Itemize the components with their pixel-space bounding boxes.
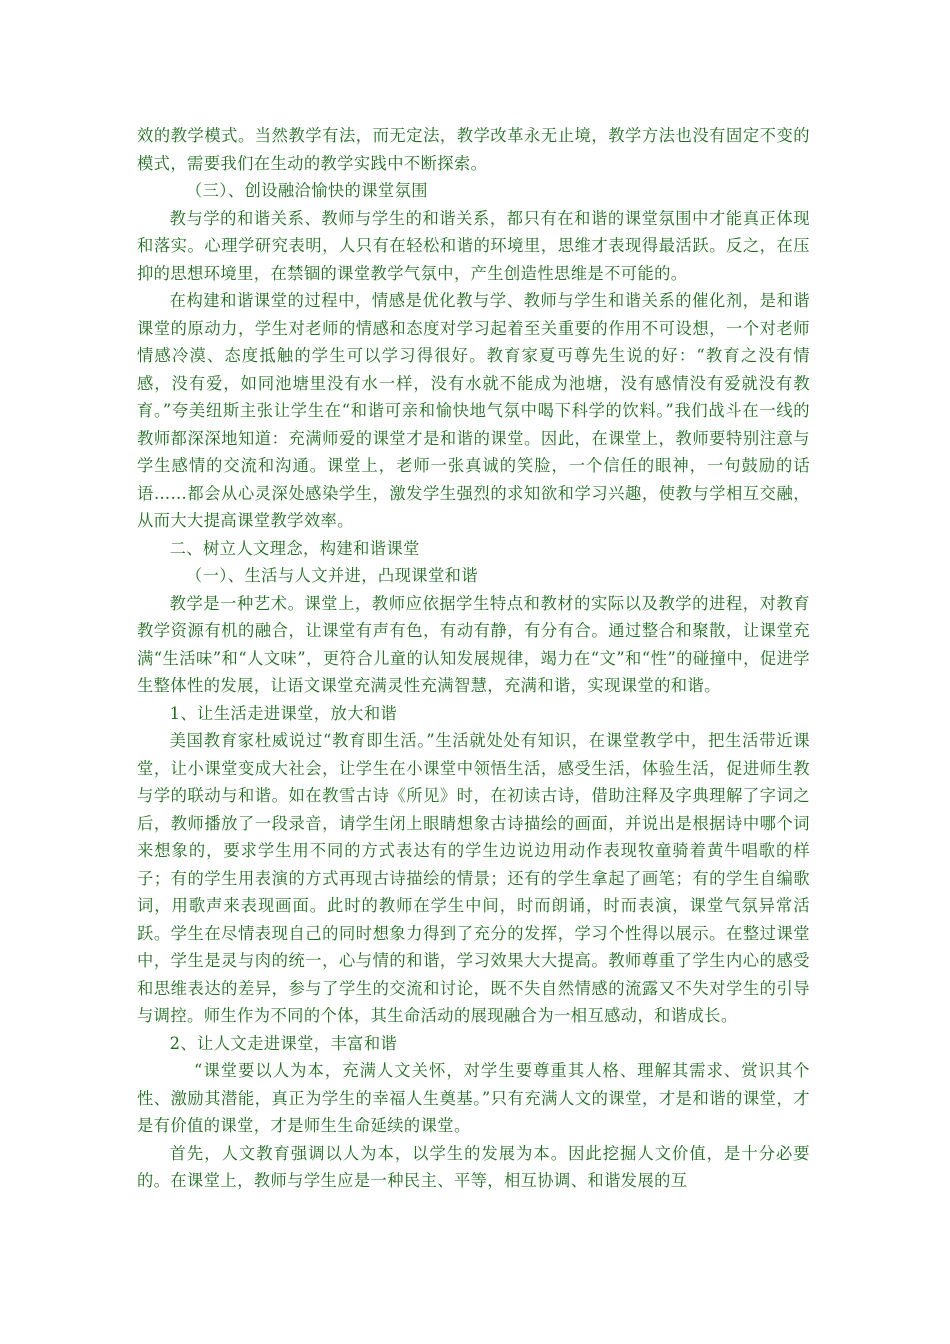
section-heading: 1、让生活走进课堂，放大和谐: [169, 703, 398, 723]
paragraph: “课堂要以人为本，充满人文关怀，对学生要尊重其人格、理解其需求、赏识其个性、激励其潜能，真正为学生的幸福人生奠基。”只有充满人文的课堂，才是和谐的课堂，才是有价值的课堂，才是师生生命延续的课堂。: [137, 1061, 810, 1135]
section-heading: 2、让人文走进课堂，丰富和谐: [169, 1033, 398, 1053]
paragraph: 在构建和谐课堂的过程中，情感是优化教与学、教师与学生和谐关系的催化剂，是和谐课堂的原动力，学生对老师的情感和态度对学习起着至关重要的作用不可设想，一个对老师情感冷漠、态度抵触的学生可以学习得很好。教育家夏丏尊先生说的好：“教育之没有情感，没有爱，如同池塘里没有水一样，没有水就不能成为池塘，没有感情没有爱就没有教育。”夸美纽斯主张让学生在“和谐可亲和愉快地气氛中喝下科学的饮料。”我们战斗在一线的教师都深深地知道：充满师爱的课堂才是和谐的课堂。因此，在课堂上，教师要特别注意与学生感情的交流和沟通。课堂上，老师一张真诚的笑脸，一个信任的眼神，一句鼓励的话语……都会从心灵深处感染学生，激发学生强烈的求知欲和学习兴趣，使教与学相互交融，从而大大提高课堂教学效率。: [137, 291, 810, 530]
document-body: [137, 122, 810, 1195]
paragraph: 效的教学模式。当然教学有法，而无定法，教学改革永无止境，教学方法也没有固定不变的模式，需要我们在生动的教学实践中不断探索。: [137, 126, 810, 173]
paragraph: 美国教育家杜威说过“教育即生活。”生活就处处有知识，在课堂教学中，把生活带近课堂，让小课堂变成大社会，让学生在小课堂中领悟生活，感受生活，体验生活，促进师生教与学的联动与和谐。如在教雪古诗《所见》时，在初读古诗，借助注释及字典理解了字词之后，教师播放了一段录音，请学生闭上眼睛想象古诗描绘的画面，并说出是根据诗中哪个词来想象的，要求学生用不同的方式表达有的学生边说边用动作表现牧童骑着黄牛唱歌的样子；有的学生用表演的方式再现古诗描绘的情景；还有的学生拿起了画笔；有的学生自编歌词，用歌声来表现画面。此时的教师在学生中间，时而朗诵，时而表演，课堂气氛异常活跃。学生在尽情表现自己的同时想象力得到了充分的发挥，学习个性得以展示。在整过课堂中，学生是灵与肉的统一，心与情的和谐，学习效果大大提高。教师尊重了学生内心的感受和思维表达的差异，参与了学生的交流和讨论，既不失自然情感的流露又不失对学生的引导与调控。师生作为不同的个体，其生命活动的展现融合为一相互感动，和谐成长。: [137, 731, 810, 1025]
paragraph: 首先，人文教育强调以人为本，以学生的发展为本。因此挖掘人文价值，是十分必要的。在课堂上，教师与学生应是一种民主、平等，相互协调、和谐发展的互: [137, 1143, 810, 1190]
paragraph: 教与学的和谐关系、教师与学生的和谐关系，都只有在和谐的课堂氛围中才能真正体现和落实。心理学研究表明，人只有在轻松和谐的环境里，思维才表现得最活跃。反之，在压抑的思想环境里，在禁锢的课堂教学气氛中，产生创造性思维是不可能的。: [137, 208, 810, 283]
paragraph: 教学是一种艺术。课堂上，教师应依据学生特点和教材的实际以及教学的进程，对教育教学资源有机的融合，让课堂有声有色，有动有静，有分有合。通过整合和聚散，让课堂充满“生活味”和“人文味”，更符合儿童的认知发展规律，竭力在“文”和“性”的碰撞中，促进学生整体性的发展，让语文课堂充满灵性充满智慧，充满和谐，实现课堂的和谐。: [137, 593, 810, 695]
section-subheading: （三）、创设融洽愉快的课堂氛围: [185, 181, 428, 200]
section-subheading: （一）、生活与人文并进，凸现课堂和谐: [185, 566, 479, 585]
section-heading: 二、树立人文理念，构建和谐课堂: [169, 538, 420, 558]
